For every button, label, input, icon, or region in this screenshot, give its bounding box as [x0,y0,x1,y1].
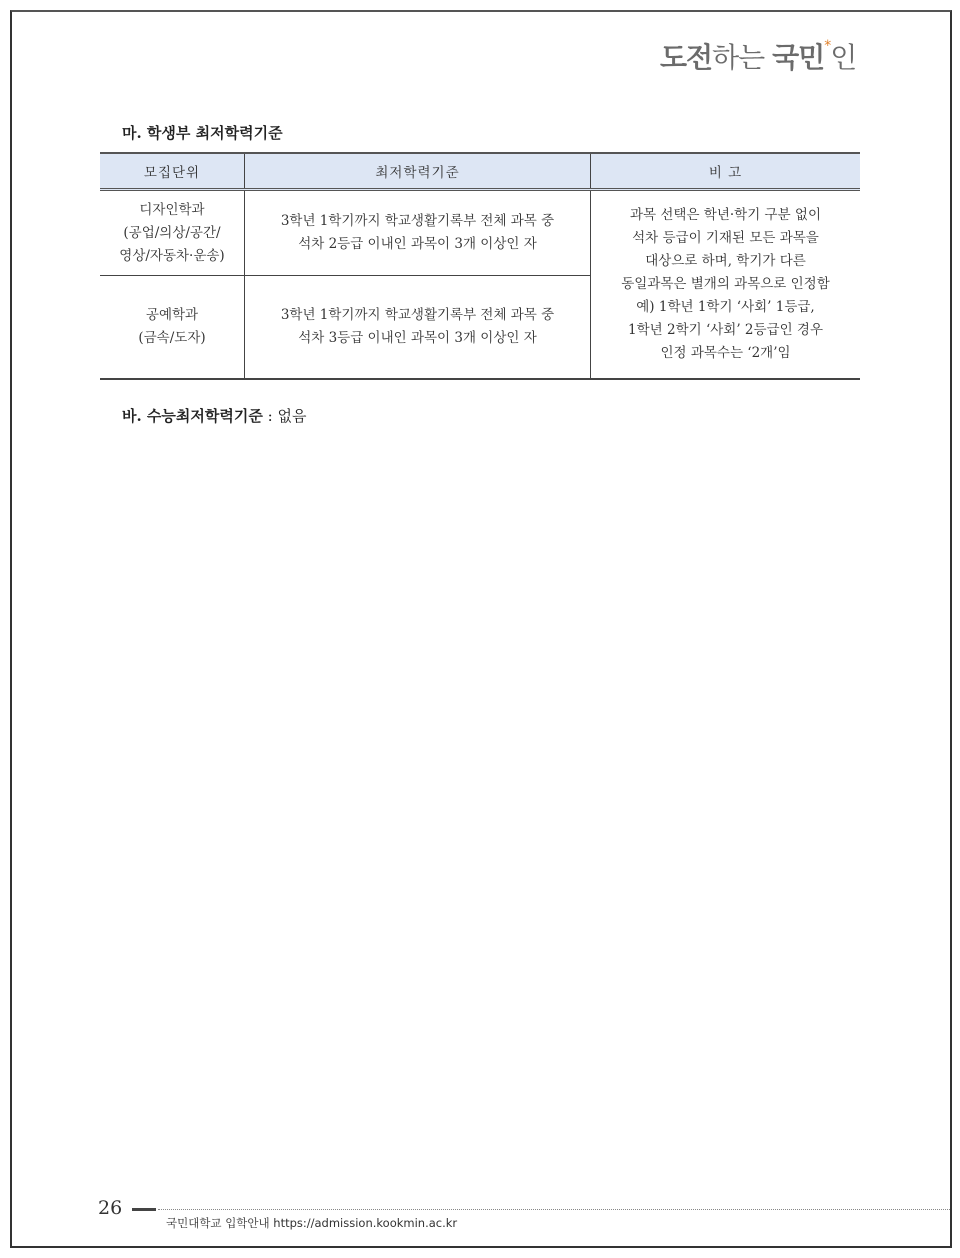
criteria-line: 3학년 1학기까지 학교생활기록부 전체 과목 중 [280,307,555,323]
unit-line: (금속/도자) [138,330,206,346]
table-header-row [100,153,860,190]
logo-text: 국민 [772,41,825,74]
criteria-line: 3학년 1학기까지 학교생활기록부 전체 과목 중 [280,213,555,229]
unit-line: 디자인학과 [139,201,205,218]
note-line: 1학년 2학기 ‘사회’ 2등급인 경우 [628,322,823,338]
note-line: 동일과목은 별개의 과목으로 인정함 [621,276,830,292]
section-value: 없음 [277,407,307,425]
logo-text: 하는 [712,41,773,74]
section-heading-ma: 마. 학생부 최저학력기준 [122,124,283,142]
note-line: 인정 과목수는 ‘2개’임 [660,345,791,361]
criteria-line: 석차 2등급 이내인 과목이 3개 이상인 자 [298,236,537,252]
star-icon: * [824,38,831,54]
note-line: 과목 선택은 학년·학기 구분 없이 [630,207,821,223]
unit-line: 영상/자동차·운송) [119,247,225,264]
section-title: 바. 수능최저학력기준 [122,407,263,425]
note-line: 예) 1학년 1학기 ‘사회’ 1등급, [636,299,815,315]
page-number: 26 [98,1197,123,1219]
slogan-logo [660,36,856,76]
unit-line: 공예학과 [145,307,199,323]
criteria-table [100,152,860,380]
separator: : [262,407,278,425]
unit-line: (공업/의상/공간/ [123,224,221,241]
logo-text: 인 [830,41,857,74]
footer-bar [132,1208,156,1211]
footer-divider [158,1209,950,1210]
header-criteria: 최저학력기준 [245,153,591,190]
header-unit: 모집단위 [100,153,245,190]
footer-text: 국민대학교 입학안내 https://admission.kookmin.ac.kr [166,1216,458,1230]
criteria-cell [245,190,591,276]
criteria-line: 석차 3등급 이내인 과목이 3개 이상인 자 [298,330,537,346]
note-line: 대상으로 하며, 학기가 다른 [645,253,806,269]
note-line: 석차 등급이 기재된 모든 과목을 [632,230,819,246]
table-row [100,190,860,276]
unit-cell [100,190,245,276]
unit-cell [100,276,245,380]
criteria-cell [245,276,591,380]
header-note: 비 고 [591,153,861,190]
note-cell [591,190,861,380]
logo-text: 도전 [660,41,713,74]
section-heading-ba [122,405,306,426]
